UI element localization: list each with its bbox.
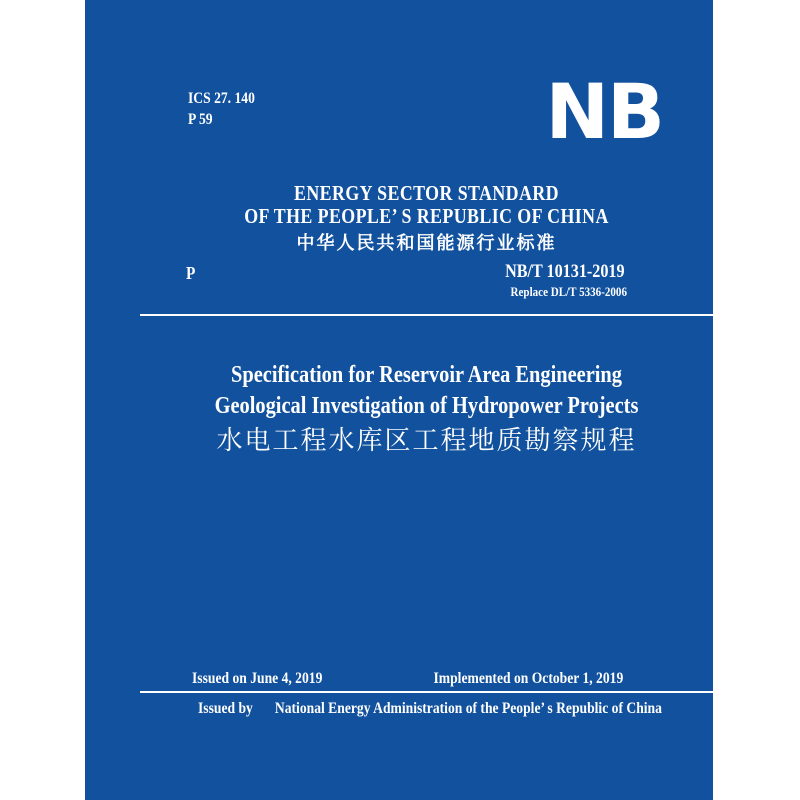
ics-code: ICS 27. 140 — [188, 90, 255, 107]
implemented-date: Implemented on October 1, 2019 — [433, 670, 623, 687]
title-english-line2: Geological Investigation of Hydropower Projects — [214, 393, 639, 419]
standard-number: NB/T 10131-2019 — [505, 261, 625, 282]
top-divider-rule — [140, 314, 713, 316]
standard-heading-line2: OF THE PEOPLE’ S REPUBLIC OF CHINA — [244, 204, 609, 228]
issued-by-value: National Energy Administration of the People’ s Republic of China — [274, 700, 662, 717]
issued-by-label: Issued by — [198, 700, 253, 717]
bottom-divider-rule — [140, 691, 713, 693]
title-english-line1: Specification for Reservoir Area Engineering — [231, 362, 622, 388]
replaced-standard-note: Replace DL/T 5336-2006 — [510, 284, 627, 299]
title-chinese: 水电工程水库区工程地质勘察规程 — [216, 426, 637, 455]
doc-class-prefix: P — [186, 263, 196, 283]
standard-heading-line1: ENERGY SECTOR STANDARD — [294, 181, 559, 205]
standard-cover-page — [85, 0, 713, 800]
classification-codes — [188, 88, 255, 130]
issued-date: Issued on June 4, 2019 — [192, 670, 323, 687]
issuing-authority-line — [198, 700, 662, 718]
standard-heading-line3-chinese: 中华人民共和国能源行业标准 — [296, 233, 557, 254]
doc-class-code: P 59 — [188, 111, 213, 128]
nb-logo: NB — [545, 67, 663, 156]
